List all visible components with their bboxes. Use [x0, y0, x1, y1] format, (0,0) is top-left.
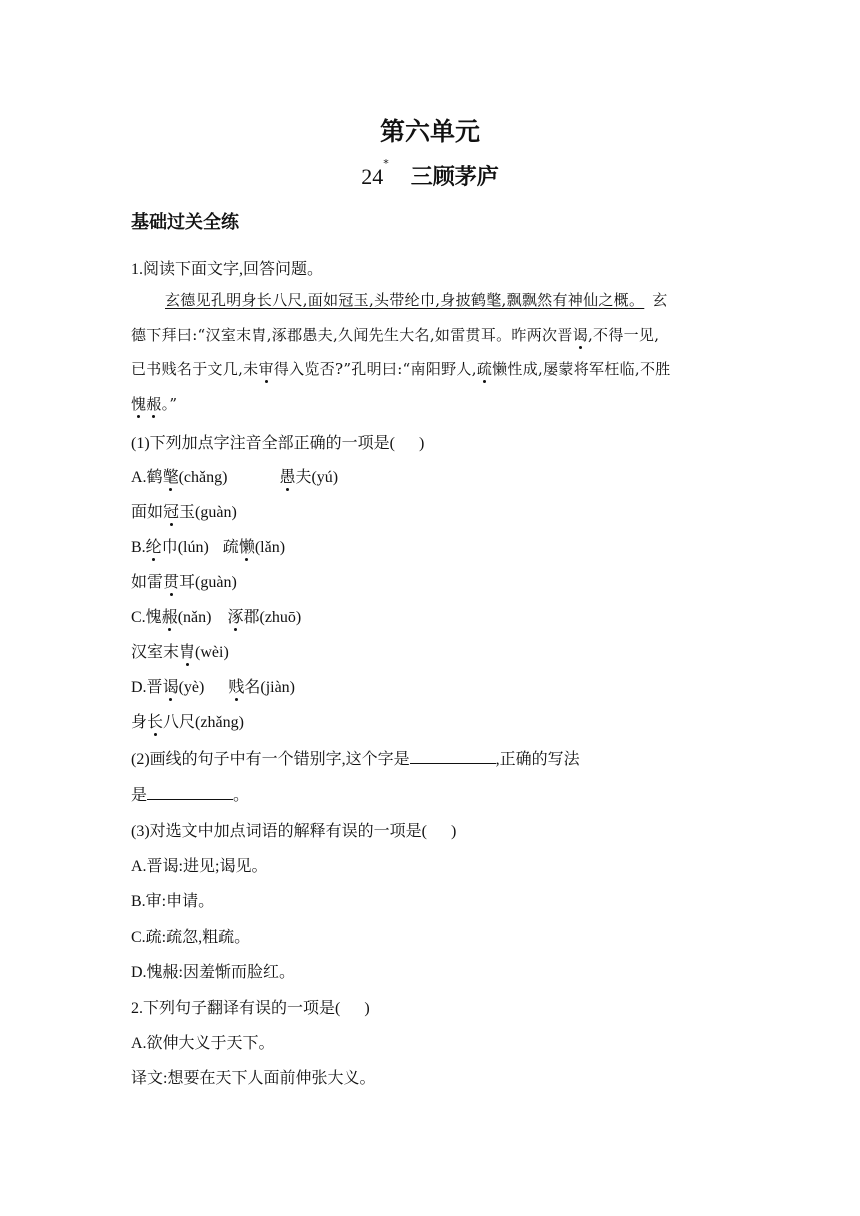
option-c-line-2: 汉室末胄(wèi) [131, 644, 229, 661]
dotted-char: 愚 [279, 469, 296, 486]
q1-sub2-line-1: (2)画线的句子中有一个错别字,这个字是 ,正确的写法 [131, 751, 580, 768]
q2-prompt: 2.下列句子翻译有误的一项是( ) [131, 1000, 370, 1017]
passage-line-2 [131, 324, 731, 345]
dotted-char: 谒 [572, 326, 588, 344]
dotted-char: 愧 [131, 395, 147, 413]
dotted-char: 谒 [162, 679, 179, 696]
q1-sub3-option-c: C.疏:疏忽,粗疏。 [131, 929, 251, 946]
passage-line-1 [165, 289, 765, 310]
section-heading: 基础过关全练 [131, 212, 239, 233]
passage-text: 已书贱名于文几,未 [131, 360, 259, 378]
dotted-char: 冠 [163, 504, 180, 521]
option-a-line-1: A.鹤氅(chǎng) 愚夫(yú) [131, 469, 339, 486]
passage-text: 玄 [652, 291, 668, 309]
answer-blank [147, 785, 233, 800]
option-a-line-2: 面如冠玉(guàn) [131, 504, 237, 521]
q1-prompt: 1.阅读下面文字,回答问题。 [131, 261, 324, 278]
q1-sub3-option-d: D.愧赧:因羞惭而脸红。 [131, 964, 296, 981]
dotted-char: 赧 [161, 609, 178, 626]
dotted-char: 懒 [238, 539, 255, 556]
option-d-line-1: D.晋谒(yè) 贱名(jiàn) [131, 679, 296, 696]
lesson-title [0, 157, 860, 191]
q2-option-a-translation: 译文:想要在天下人面前伸张大义。 [131, 1070, 376, 1087]
passage-line-4 [131, 393, 731, 414]
dotted-char: 赧 [146, 395, 162, 413]
dotted-char: 审 [258, 360, 274, 378]
dotted-char: 涿 [227, 609, 244, 626]
option-c-line-1: C.愧赧(nǎn) 涿郡(zhuō) [131, 609, 302, 626]
dotted-char: 贱 [228, 679, 245, 696]
dotted-char: 疏 [476, 360, 493, 378]
dotted-char: 氅 [162, 469, 179, 486]
passage-text: 。” [161, 395, 178, 413]
lesson-name: 三顾茅庐 [410, 165, 499, 190]
q1-sub2-line-2: 是 。 [131, 787, 250, 804]
q1-sub3-option-b: B.审:申请。 [131, 893, 215, 910]
unit-title: 第六单元 [379, 117, 480, 146]
passage-text: 懒性成,屡蒙将军枉临,不胜 [492, 360, 671, 378]
option-b-line-1: B.纶巾(lún) 疏懒(lǎn) [131, 539, 286, 556]
q2-option-a: A.欲伸大义于天下。 [131, 1035, 275, 1052]
option-b-line-2: 如雷贯耳(guàn) [131, 574, 237, 591]
q1-sub1-prompt: (1)下列加点字注音全部正确的一项是( ) [131, 435, 425, 452]
answer-blank [410, 749, 496, 764]
dotted-char: 贯 [163, 574, 180, 591]
passage-line-3 [131, 358, 731, 379]
lesson-mark: * [383, 157, 389, 170]
option-d-line-2: 身长八尺(zhǎng) [131, 714, 244, 731]
dotted-char: 长 [147, 714, 164, 731]
passage-text: 德下拜曰:“汉室末胄,涿郡愚夫,久闻先生大名,如雷贯耳。昨两次晋 [131, 326, 573, 344]
dotted-char: 纶 [145, 539, 162, 556]
dotted-char: 胄 [179, 644, 196, 661]
q1-sub3-option-a: A.晋谒:进见;谒见。 [131, 858, 268, 875]
underlined-sentence: 玄德见孔明身长八尺,面如冠玉,头带纶巾,身披鹤氅,飘飘然有神仙之概。 [165, 291, 645, 309]
lesson-number: 24 [361, 164, 384, 189]
passage-text: 得入览否?”孔明曰:“南阳野人, [273, 360, 477, 378]
passage-text: ,不得一见, [587, 326, 660, 344]
q1-sub3-prompt: (3)对选文中加点词语的解释有误的一项是( ) [131, 823, 457, 840]
